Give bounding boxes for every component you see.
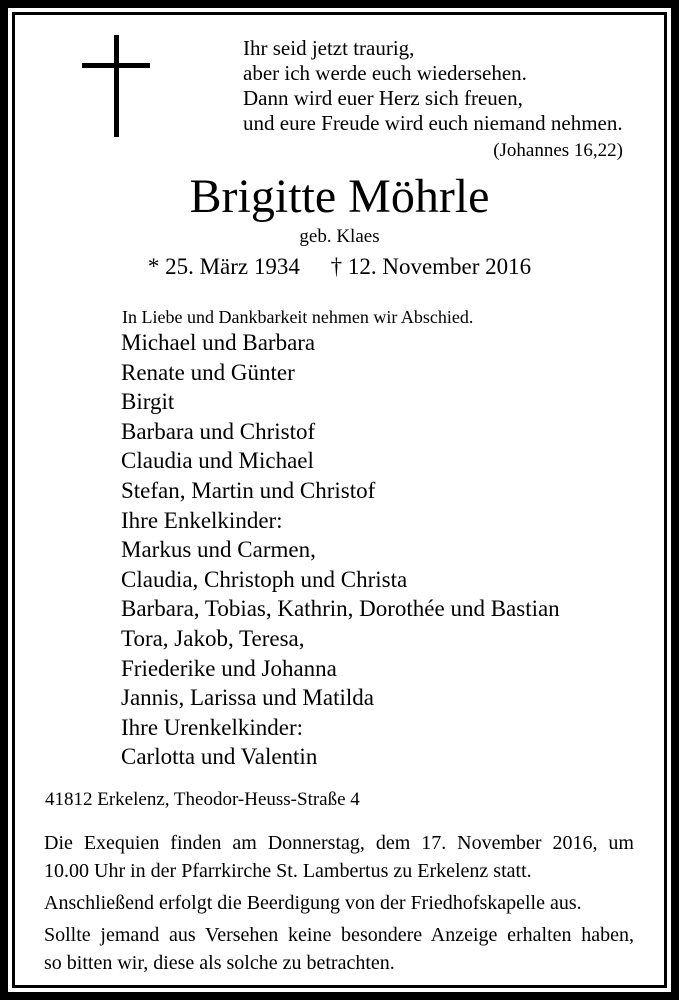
life-dates [15,253,664,281]
mourners-group-label: Ihre Enkelkinder: [121,507,283,533]
quote-line: Ihr seid jetzt traurig, [243,36,415,60]
mourner-name: Michael und Barbara [121,330,316,355]
mourner-name: Claudia und Michael [121,448,314,474]
inner-border-frame [12,12,667,988]
mourner-name: Tora, Jakob, Teresa, [121,625,305,651]
mourner-name: Barbara, Tobias, Kathrin, Dorothée und Bastian [121,596,560,622]
service-line: so bitten wir, diese als solche zu betrachten. [44,952,395,974]
mourner-name: Markus und Carmen, [121,537,316,563]
mourner-name: Birgit [121,389,175,415]
deceased-name: Brigitte Möhrle [189,170,490,223]
mourners-group-label: Ihre Urenkelkinder: [121,714,304,740]
mourner-name: Barbara und Christof [121,418,316,444]
service-line: Anschließend erfolgt die Beerdigung von der Friedhofskapelle aus. [44,892,582,914]
latin-cross-icon [82,35,150,137]
cross-vertical-bar [114,35,119,137]
mourner-name: Carlotta und Valentin [121,744,318,770]
mourners-list [121,328,560,772]
mourner-name: Friederike und Johanna [121,655,337,681]
service-line: Sollte jemand aus Versehen keine besondere Anzeige erhalten haben, [44,924,634,946]
scripture-quote [243,36,623,136]
service-line: 10.00 Uhr in der Pfarrkirche St. Lambertus zu Erkelenz statt. [44,860,532,882]
quote-source: (Johannes 16,22) [493,140,623,161]
mourning-intro: In Liebe und Dankbarkeit nehmen wir Abschied. [122,307,474,327]
maiden-name: geb. Klaes [299,226,380,247]
death-date: † 12. November 2016 [330,254,532,279]
mourner-name: Claudia, Christoph und Christa [121,566,408,592]
cross-horizontal-bar [82,63,150,68]
mourner-name: Stefan, Martin und Christof [121,477,376,503]
service-line: Die Exequien finden am Donnerstag, dem 17. November 2016, um [44,832,634,854]
service-paragraph [44,829,634,885]
mourner-name: Jannis, Larissa und Matilda [121,685,374,711]
quote-line: Dann wird euer Herz sich freuen, [243,86,523,110]
address-line: 41812 Erkelenz, Theodor-Heuss-Straße 4 [45,789,360,810]
service-paragraph [44,921,634,977]
mourner-name: Renate und Günter [121,359,295,385]
quote-line: und eure Freude wird euch niemand nehmen. [243,111,623,135]
quote-line: aber ich werde euch wiedersehen. [243,61,527,85]
service-details [44,829,634,981]
service-paragraph [44,889,634,917]
birth-date: * 25. März 1934 [147,254,300,279]
